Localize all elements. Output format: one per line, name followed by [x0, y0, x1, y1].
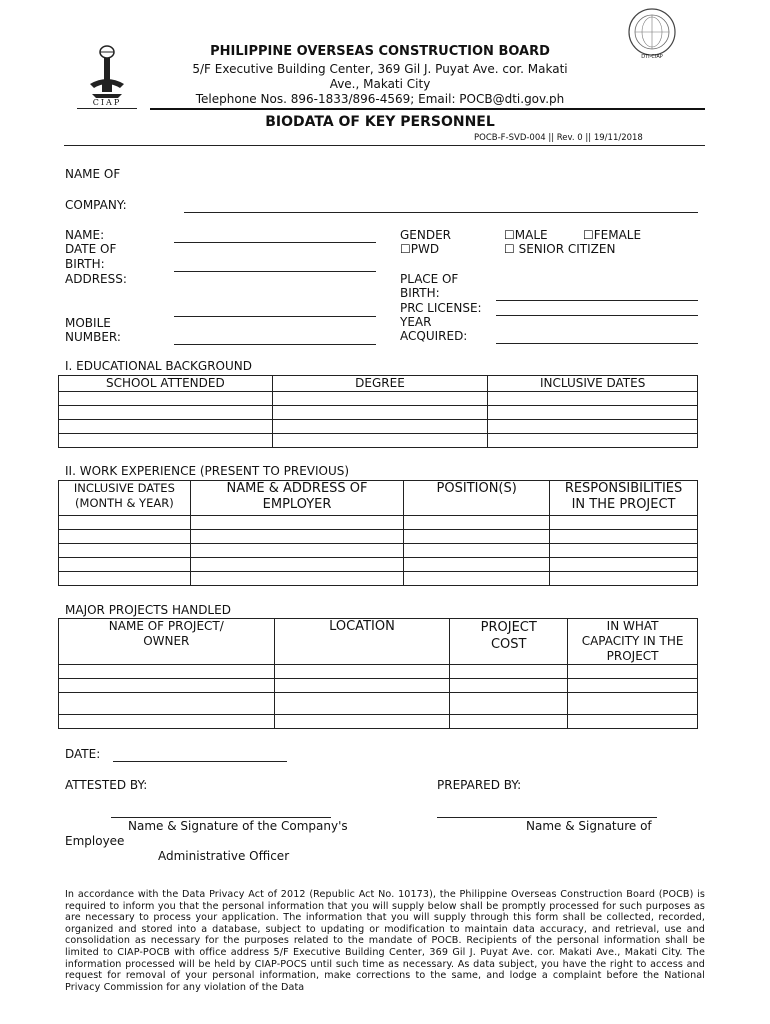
col-header-project-owner: NAME OF PROJECT/ OWNER: [59, 619, 275, 665]
col-header-responsibilities: RESPONSIBILITIES IN THE PROJECT: [550, 481, 698, 516]
attested-by-label: ATTESTED BY:: [65, 778, 148, 792]
table-row: [59, 420, 698, 434]
work-table: [58, 480, 698, 586]
attested-caption-line1: Name & Signature of the Company's: [128, 819, 348, 833]
female-checkbox[interactable]: ☐FEMALE: [583, 228, 642, 242]
mobile-number-field[interactable]: [174, 344, 376, 345]
ciap-logo: [80, 44, 134, 110]
name-of-label: NAME OF: [65, 167, 121, 181]
place-of-birth-field[interactable]: [496, 300, 698, 301]
table-row: [59, 434, 698, 448]
ciap-logo-text: CIAP: [92, 98, 122, 107]
address-field[interactable]: [174, 316, 376, 317]
education-heading: I. EDUCATIONAL BACKGROUND: [65, 359, 252, 373]
company-label: COMPANY:: [65, 198, 127, 212]
prepared-signature-line[interactable]: [437, 817, 657, 818]
address-line2: Ave., Makati City: [329, 77, 431, 91]
table-row: [59, 679, 698, 693]
table-row: [59, 392, 698, 406]
prepared-by-label: PREPARED BY:: [437, 778, 522, 792]
work-heading: II. WORK EXPERIENCE (PRESENT TO PREVIOUS): [65, 464, 350, 478]
address-label: ADDRESS:: [65, 272, 127, 286]
attested-signature-line[interactable]: [111, 817, 331, 818]
col-header-positions: POSITION(S): [404, 481, 550, 516]
gender-label: GENDER: [400, 228, 452, 242]
form-title: BIODATA OF KEY PERSONNEL: [265, 114, 495, 130]
name-label: NAME:: [65, 228, 105, 242]
projects-heading: MAJOR PROJECTS HANDLED: [65, 603, 231, 617]
attested-caption-line3: Administrative Officer: [158, 849, 290, 863]
prc-license-label: PRC LICENSE:: [400, 301, 482, 315]
table-row: [59, 516, 698, 530]
org-name: PHILIPPINE OVERSEAS CONSTRUCTION BOARD: [210, 44, 550, 59]
col-header-degree: DEGREE: [272, 376, 488, 392]
pwd-checkbox[interactable]: ☐PWD: [400, 242, 440, 256]
attested-caption-line2: Employee: [65, 834, 125, 848]
projects-table: [58, 618, 698, 729]
col-header-location: LOCATION: [274, 619, 450, 665]
company-field[interactable]: [184, 212, 698, 213]
table-row: [59, 544, 698, 558]
form-code: POCB-F-SVD-004 || Rev. 0 || 19/11/2018: [474, 133, 643, 143]
contact-line: Telephone Nos. 896-1833/896-4569; Email: POCB@dti.gov.ph: [195, 92, 565, 106]
name-field[interactable]: [174, 242, 376, 243]
privacy-notice: In accordance with the Data Privacy Act of 2012 (Republic Act No. 10173), the Philippine Overseas Construction Board (POCB) is required to inform you that the personal information that you will supply below shall be promptly processed for such purposes as are necessary to process your application. The information that you will supply through this form shall be collected, recorded, organized and stored into a database, subject to updating or modification to maintain data accuracy, and retrieval, use and consolidation as necessary for the purposes related to the mandate of POCB. Recipients of the personal information shall be limited to CIAP-POCB with office address 5/F Executive Building Center, 369 Gil J. Puyat Ave. cor. Makati Ave., Makati City. The information processed will be held by CIAP-POCS until such time as necessary. As data subject, you have the right to access and request for removal of your personal information, make corrections to the same, and lodge a complaint before the National Privacy Commission for any violation of the Data: [65, 889, 705, 993]
year-label: YEAR: [400, 315, 432, 329]
table-row: [59, 406, 698, 420]
senior-citizen-checkbox[interactable]: ☐ SENIOR CITIZEN: [504, 242, 616, 256]
date-label: DATE:: [65, 747, 101, 761]
col-header-inclusive-dates: INCLUSIVE DATES: [488, 376, 698, 392]
place-of-label: PLACE OF: [400, 272, 459, 286]
acquired-label: ACQUIRED:: [400, 329, 468, 343]
male-checkbox[interactable]: ☐MALE: [504, 228, 548, 242]
education-table: [58, 375, 698, 448]
seal-text: DTI-CIAP: [641, 54, 663, 60]
prepared-caption: Name & Signature of: [526, 819, 652, 833]
year-acquired-field[interactable]: [496, 343, 698, 344]
birth-label: BIRTH:: [65, 257, 105, 271]
col-header-capacity: IN WHAT CAPACITY IN THE PROJECT: [568, 619, 698, 665]
col-header-employer: NAME & ADDRESS OF EMPLOYER: [190, 481, 404, 516]
number-label: NUMBER:: [65, 330, 121, 344]
table-row: [59, 665, 698, 679]
date-of-birth-field[interactable]: [174, 271, 376, 272]
address-line1: 5/F Executive Building Center, 369 Gil J. Puyat Ave. cor. Makati: [192, 62, 568, 76]
col-header-project-cost: PROJECT COST: [450, 619, 568, 665]
col-header-dates: INCLUSIVE DATES (MONTH & YEAR): [59, 481, 191, 516]
place-birth-label: BIRTH:: [400, 286, 440, 300]
table-row: [59, 572, 698, 586]
date-field[interactable]: [113, 761, 287, 762]
date-of-label: DATE OF: [65, 242, 117, 256]
table-row: [59, 558, 698, 572]
dti-seal: [622, 6, 682, 62]
col-header-school: SCHOOL ATTENDED: [59, 376, 273, 392]
table-row: [59, 693, 698, 715]
table-row: [59, 530, 698, 544]
prc-license-field[interactable]: [496, 315, 698, 316]
mobile-label: MOBILE: [65, 316, 111, 330]
table-row: [59, 715, 698, 729]
